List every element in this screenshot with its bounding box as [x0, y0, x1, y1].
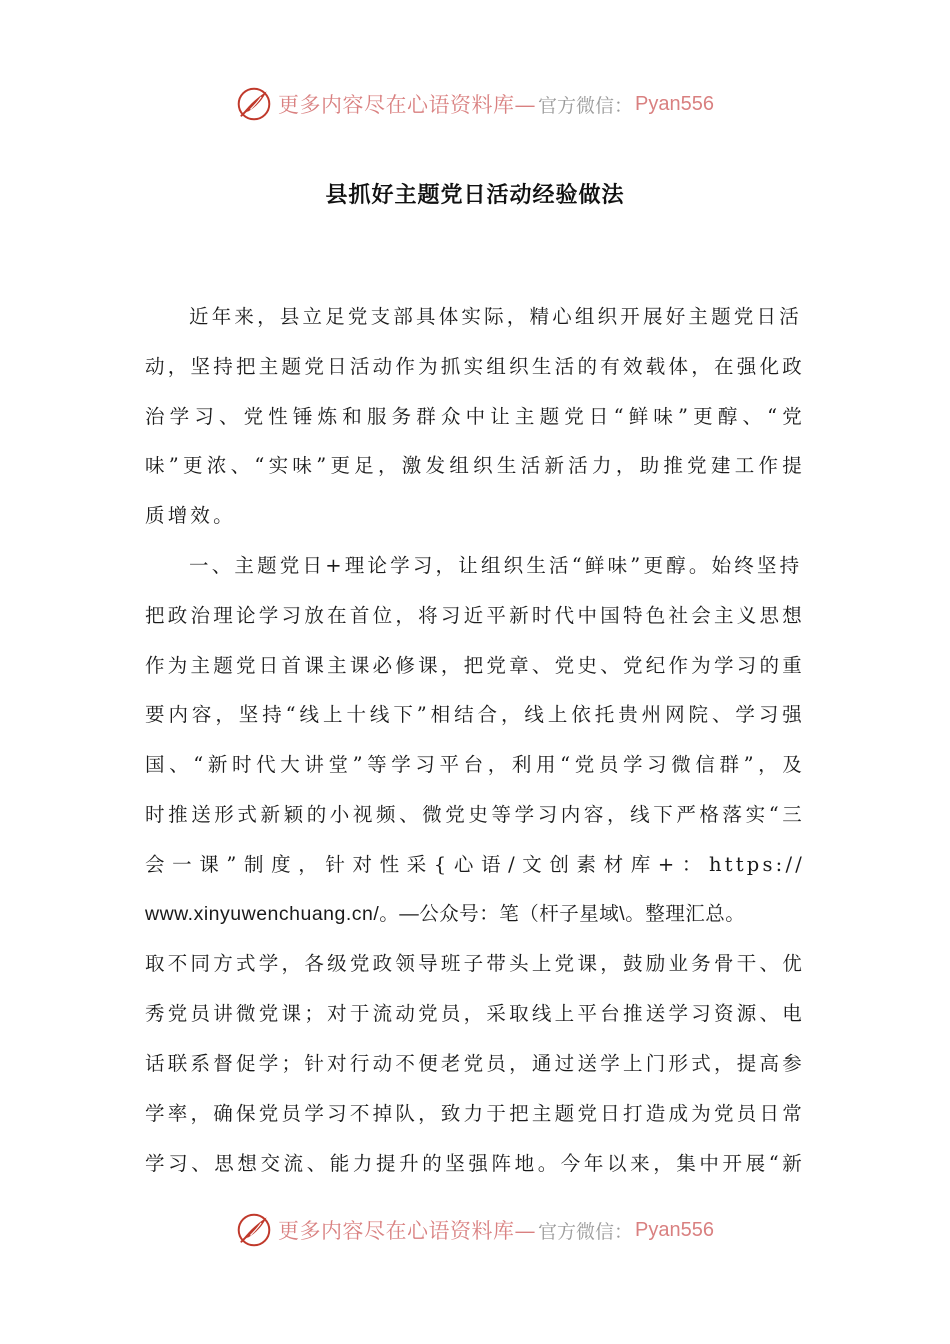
- body-line: 话联系督促学；针对行动不便老党员，通过送学上门形式，提高参: [145, 1051, 805, 1075]
- footer-banner-wechat-id: Pyan556: [635, 1218, 714, 1241]
- body-line: 作为主题党日首课主课必修课，把党章、党史、党纪作为学习的重: [145, 653, 805, 677]
- body-line: 时推送形式新颖的小视频、微党史等学习内容，线下严格落实“三: [145, 802, 805, 826]
- body-line: 学习、思想交流、能力提升的坚强阵地。今年以来，集中开展“新: [145, 1151, 805, 1175]
- header-banner-wechat-id: Pyan556: [635, 92, 714, 115]
- document-title: 县抓好主题党日活动经验做法: [325, 183, 625, 208]
- footer-watermark-banner: [0, 1208, 950, 1252]
- body-line: 味”更浓、“实味”更足，激发组织生活新活力，助推党建工作提: [145, 454, 805, 478]
- body-line: 国、“新时代大讲堂”等学习平台，利用“党员学习微信群”，及: [145, 753, 805, 777]
- footer-banner-wechat-label: 官方微信：: [538, 1220, 634, 1243]
- body-line: 要内容，坚持“线上十线下”相结合，线上依托贵州网院、学习强: [145, 703, 805, 727]
- body-line: 一、主题党日+理论学习，让组织生活“鲜味”更醇。始终坚持: [189, 553, 803, 577]
- header-banner-wechat-label: 官方微信：: [538, 94, 634, 117]
- quill-pen-logo-icon: [236, 1212, 272, 1248]
- body-line: 会一课”制度，针对性采{心语/文创素材库+：https://: [145, 852, 805, 876]
- body-line: 把政治理论学习放在首位，将习近平新时代中国特色社会主义思想: [145, 603, 805, 627]
- footer-banner-text: 更多内容尽在心语资料库—: [278, 1219, 536, 1243]
- body-line: 秀党员讲微党课；对于流动党员，采取线上平台推送学习资源、电: [145, 1002, 805, 1026]
- body-line: 近年来，县立足党支部具体实际，精心组织开展好主题党日活: [189, 305, 802, 328]
- quill-pen-logo-icon: [236, 86, 272, 122]
- document-body: [145, 292, 805, 1188]
- body-line: 动，坚持把主题党日活动作为抓实组织生活的有效载体，在强化政: [145, 354, 805, 378]
- body-line: 治学习、党性锤炼和服务群众中让主题党日“鲜味”更醇、“党: [145, 404, 805, 428]
- header-banner-text: 更多内容尽在心语资料库—: [278, 93, 536, 117]
- body-line: 取不同方式学，各级党政领导班子带头上党课，鼓励业务骨干、优: [145, 952, 805, 976]
- body-line: www.xinyuwenchuang.cn/。—公众号：笔（杆子星域\。整理汇总。: [145, 902, 746, 925]
- body-line: 学率，确保党员学习不掉队，致力于把主题党日打造成为党员日常: [145, 1101, 805, 1125]
- header-watermark-banner: [0, 82, 950, 126]
- body-line: 质增效。: [145, 504, 236, 528]
